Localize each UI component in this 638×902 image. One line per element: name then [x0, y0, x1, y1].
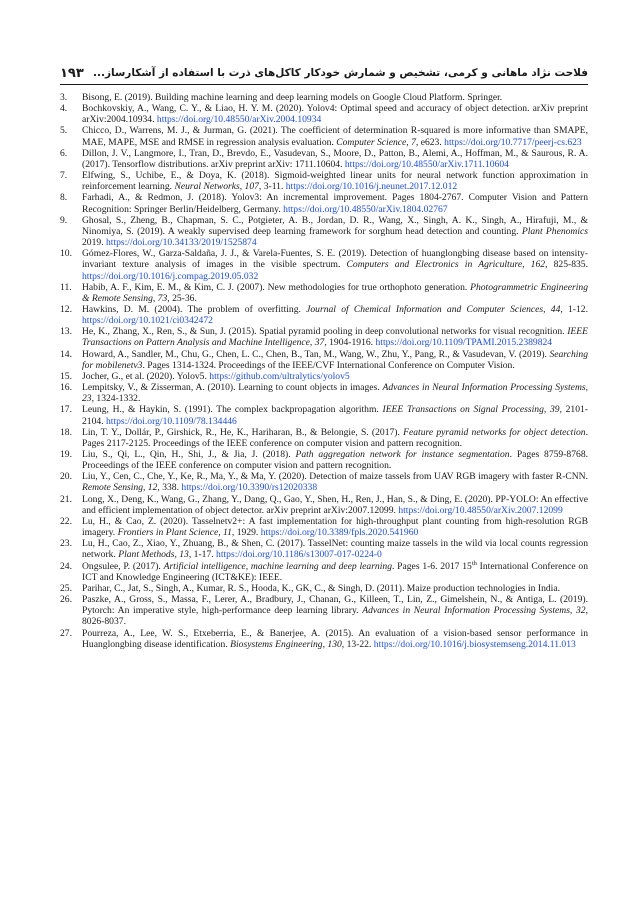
doi-link[interactable]: https://doi.org/10.34133/2019/1525874: [105, 237, 257, 249]
reference-number: 17.: [60, 404, 72, 416]
reference-number: 23.: [60, 538, 72, 550]
reference-source: Searching for mobilenetv3: [82, 348, 588, 371]
doi-link[interactable]: https://doi.org/10.48550/arXiv.2007.12099: [398, 504, 563, 516]
reference-item: [60, 248, 588, 281]
reference-item: [60, 326, 588, 348]
reference-number: 13.: [60, 326, 72, 338]
reference-number: 8.: [60, 192, 68, 204]
reference-text: Howard, A., Sandler, M., Chu, G., Chen, L. C., Chen, B., Tan, M., Wang, W., Zhu, Y., Pang, R., & Vasudevan, V. (2019).: [82, 348, 550, 360]
reference-text: Dillon, J. V., Langmore, I., Tran, D., Brevdo, E., Vasudevan, S., Moore, D., Patton, B., Alemi, A., Hoffman, M., & Saurous, R. A. (2017). Tensorflow distributions. arXiv preprint arXiv: 1711.10604.: [82, 147, 588, 170]
reference-text: , 2101-2104.: [82, 404, 589, 427]
reference-number: 5.: [60, 125, 68, 137]
reference-text: Chicco, D., Warrens, M. J., & Jurman, G. (2021). The coefficient of determination R-squared is more informative than SMAPE, MAE, MAPE, MSE and RMSE in regression analysis evaluation.: [82, 125, 588, 148]
reference-item: [60, 538, 588, 560]
reference-text: , 13-22.: [341, 638, 374, 650]
reference-text: , 825-835.: [545, 259, 589, 271]
reference-item: [60, 170, 588, 192]
header-divider: [60, 84, 588, 85]
reference-text: . Pages 8759-8768. Proceedings of the IEEE conference on computer vision and pattern recognition.: [82, 449, 589, 472]
reference-text: . Pages 2117-2125. Proceedings of the IEEE conference on computer vision and pattern recognition.: [82, 426, 589, 449]
reference-text: , 8026-8037.: [82, 605, 588, 628]
reference-text: . Pages 1314-1324. Proceedings of the IEEE/CVF International Conference on Computer Vision.: [142, 359, 515, 371]
reference-text: Leung, H., & Haykin, S. (1991). The complex backpropagation algorithm.: [82, 404, 383, 416]
reference-source: Artificial intelligence, machine learning and deep learning: [163, 560, 392, 572]
reference-text: Habib, A. F., Kim, E. M., & Kim, C. J. (2007). New methodologies for true orthophoto generation.: [82, 281, 471, 293]
reference-number: 12.: [60, 303, 72, 315]
reference-number: 22.: [60, 515, 72, 527]
reference-number: 25.: [60, 582, 72, 594]
reference-source: Plant Methods, 13: [118, 549, 189, 561]
reference-text: Lu, H., Cao, Z., Xiao, Y., Zhuang, B., & Shen, C. (2017). TasselNet: counting maize tassels in the wild via local counts regression network.: [82, 538, 588, 561]
reference-item: [60, 371, 588, 382]
reference-number: 14.: [60, 348, 72, 360]
doi-link[interactable]: https://github.com/ultralytics/yolov5: [209, 370, 350, 382]
reference-number: 24.: [60, 560, 72, 572]
reference-number: 11.: [60, 281, 72, 293]
reference-text: Liu, S., Qi, L., Qin, H., Shi, J., & Jia, J. (2018).: [82, 449, 296, 460]
reference-number: 15.: [60, 370, 72, 382]
reference-list: [60, 92, 588, 650]
reference-number: 3.: [60, 92, 68, 103]
reference-text: . Pages 1-6. 2017 15: [392, 560, 472, 572]
doi-link[interactable]: https://doi.org/10.1186/s13007-017-0224-0: [216, 549, 382, 561]
reference-item: [60, 427, 588, 449]
reference-item: [60, 404, 588, 426]
reference-source: Photogrammetric Engineering & Remote Sensing, 73: [82, 281, 588, 304]
reference-item: [60, 349, 588, 371]
reference-item: [60, 215, 588, 248]
reference-item: [60, 561, 588, 583]
reference-number: 6.: [60, 147, 68, 159]
reference-text: , 25-36.: [167, 292, 197, 304]
page-number: ۱۹۳: [60, 66, 84, 81]
reference-item: [60, 583, 588, 594]
reference-number: 9.: [60, 214, 68, 226]
reference-text: Pourreza, A., Lee, W. S., Etxeberria, E., & Banerjee, A. (2015). An evaluation of a vision-based sensor performance in Huanglongbing disease identification.: [82, 627, 588, 650]
reference-text: , 1929.: [231, 527, 261, 539]
reference-source: Feature pyramid networks for object detection: [403, 426, 586, 438]
reference-text: Lin, T. Y., Dollár, P., Girshick, R., He, K., Hariharan, B., & Belongie, S. (2017).: [82, 426, 404, 438]
reference-text: Long, X., Deng, K., Wang, G., Zhang, Y., Dang, Q., Gao, Y., Shen, H., Ren, J., Han, S., & Ding, E. (2020). PP-YOLO: An effective and efficient implementation of object detector. arXiv preprint arXiv:2007.12099.: [82, 493, 588, 516]
doi-link[interactable]: https://doi.org/10.1016/j.biosystemseng.2014.11.013: [373, 638, 576, 650]
reference-text: 2019.: [82, 237, 106, 249]
reference-item: [60, 125, 588, 147]
doi-link[interactable]: https://doi.org/10.48550/arXiv.2004.10934: [156, 114, 322, 126]
reference-text: , 338.: [157, 482, 182, 494]
doi-link[interactable]: https://doi.org/10.48550/arXiv.1804.02767: [283, 203, 448, 215]
doi-link[interactable]: https://doi.org/10.3389/fpls.2020.541960: [260, 527, 419, 539]
reference-item: [60, 449, 588, 471]
reference-text: Lu, H., & Cao, Z. (2020). Tasselnetv2+: A fast implementation for high-throughput plant counting from high-resolution RGB imagery.: [82, 515, 588, 539]
reference-source: Neural Networks, 107: [174, 181, 259, 193]
doi-link[interactable]: https://doi.org/10.1016/j.compag.2019.05.032: [82, 270, 259, 282]
ordinal-superscript: th: [471, 559, 477, 567]
reference-source: Plant Phenomics: [521, 225, 589, 237]
reference-text: Ghosal, S., Zheng, B., Chapman, S. C., Potgieter, A. B., Jordan, D. R., Wang, X., Singh, A. K., Singh, A., Hirafuji, M., & Ninomiya, S. (2019). A weakly supervised deep learning framework for sorghum head detection and counting.: [82, 214, 588, 237]
reference-source: Biosystems Engineering, 130: [230, 638, 342, 650]
reference-item: [60, 516, 588, 538]
reference-number: 21.: [60, 493, 72, 505]
reference-number: 10.: [60, 248, 72, 260]
reference-text: , 1-17.: [188, 549, 217, 561]
reference-item: [60, 148, 588, 170]
reference-item: [60, 92, 588, 103]
reference-number: 27.: [60, 627, 72, 639]
reference-number: 4.: [60, 103, 68, 115]
reference-item: [60, 628, 588, 650]
reference-number: 26.: [60, 594, 72, 606]
reference-text: Liu, Y., Cen, C., Che, Y., Ke, R., Ma, Y., & Ma, Y. (2020). Detection of maize tassels from UAV RGB imagery with faster R-CNN.: [82, 471, 588, 483]
reference-item: [60, 594, 588, 627]
reference-item: [60, 282, 588, 304]
reference-source: Journal of Chemical Information and Computer Sciences, 44: [306, 303, 561, 315]
doi-link[interactable]: https://doi.org/10.1016/j.neunet.2017.12.012: [285, 181, 458, 193]
reference-number: 18.: [60, 426, 72, 438]
doi-link[interactable]: https://doi.org/10.3390/rs12020338: [181, 482, 318, 494]
reference-number: 19.: [60, 449, 72, 460]
reference-text: Gómez-Flores, W., Garza-Saldaña, J. J., & Varela-Fuentes, S. E. (2019). Detection of huanglongbing disease based on intensity-invariant texture analysis of images in the visible spectrum.: [82, 248, 588, 271]
reference-source: Advances in Neural Information Processing Systems, 32: [362, 605, 586, 617]
reference-number: 20.: [60, 471, 72, 483]
reference-item: [60, 494, 588, 516]
reference-text: International Conference on ICT and Knowledge Engineering (ICT&KE): IEEE.: [82, 560, 589, 583]
reference-item: [60, 471, 588, 493]
reference-source: Remote Sensing, 12: [82, 482, 158, 494]
reference-text: Elfwing, S., Uchibe, E., & Doya, K. (2018). Sigmoid-weighted linear units for neural network function approximation in reinforcement learning.: [82, 170, 588, 193]
doi-link[interactable]: https://doi.org/10.48550/arXiv.1711.10604: [344, 158, 509, 170]
doi-link[interactable]: https://doi.org/10.1109/78.134446: [105, 415, 237, 427]
reference-source: Advances in Neural Information Processing Systems, 23: [82, 382, 589, 405]
reference-item: [60, 192, 588, 214]
reference-text: He, K., Zhang, X., Ren, S., & Sun, J. (2015). Spatial pyramid pooling in deep convolutional networks for visual recognition.: [82, 326, 568, 338]
reference-text: Hawkins, D. M. (2004). The problem of overfitting.: [82, 303, 307, 315]
running-title: فلاحت نژاد ماهانی و کرمی، تشخیص و شمارش خودکار کاکل‌های ذرت با استفاده از آشکارساز...: [93, 67, 588, 79]
reference-number: 16.: [60, 382, 72, 394]
reference-text: , 1324-1332.: [91, 393, 141, 405]
reference-item: [60, 304, 588, 326]
reference-source: Computer Science, 7: [336, 136, 416, 148]
doi-link[interactable]: https://doi.org/10.1021/ci0342472: [82, 315, 213, 327]
reference-source: IEEE Transactions on Signal Processing, 39: [382, 404, 560, 416]
reference-item: [60, 103, 588, 125]
doi-link[interactable]: https://doi.org/10.1109/TPAMI.2015.2389824: [375, 337, 553, 349]
reference-text: Farhadi, A., & Redmon, J. (2018). Yolov3: An incremental improvement. Pages 1804-2767. Computer Vision and Pattern Recognition: Springer Berlin/Heidelberg, Germany.: [82, 192, 588, 215]
reference-text: , 1904-1916.: [324, 337, 376, 349]
reference-text: , e623.: [415, 136, 445, 148]
page-header: [60, 66, 588, 84]
reference-item: [60, 382, 588, 404]
reference-number: 7.: [60, 170, 68, 182]
reference-text: , 1-12.: [560, 303, 588, 315]
reference-text: , 3-11.: [258, 181, 286, 193]
reference-text: Bochkovskiy, A., Wang, C. Y., & Liao, H. Y. M. (2020). Yolov4: Optimal speed and accuracy of object detection. arXiv preprint arXiv:2004.10934.: [82, 103, 588, 126]
reference-text: Jocher, G., et al. (2020). Yolov5.: [82, 370, 210, 382]
reference-source: Path aggregation network for instance segmentation: [295, 449, 510, 460]
reference-text: Parihar, C., Jat, S., Singh, A., Kumar, R. S., Hooda, K., GK, C., & Singh, D. (2011). Maize production technologies in India.: [82, 582, 560, 594]
reference-text: Paszke, A., Gross, S., Massa, F., Lerer, A., Bradbury, J., Chanan, G., Killeen, T., Lin, Z., Gimelshein, N., & Antiga, L. (2019). Pytorch: An imperative style, high-performance deep learning library.: [82, 594, 588, 617]
reference-text: Ongsulee, P. (2017).: [82, 560, 164, 572]
reference-source: IEEE Transactions on Pattern Analysis and Machine Intelligence, 37: [82, 326, 588, 349]
reference-source: Frontiers in Plant Science, 11: [117, 527, 232, 539]
reference-source: Computers and Electronics in Agriculture, 162: [346, 259, 546, 271]
reference-text: Lempitsky, V., & Zisserman, A. (2010). Learning to count objects in images.: [82, 382, 383, 394]
reference-text: Bisong, E. (2019). Building machine learning and deep learning models on Google Cloud Platform. Springer.: [82, 92, 503, 103]
doi-link[interactable]: https://doi.org/10.7717/peerj-cs.623: [444, 136, 582, 148]
